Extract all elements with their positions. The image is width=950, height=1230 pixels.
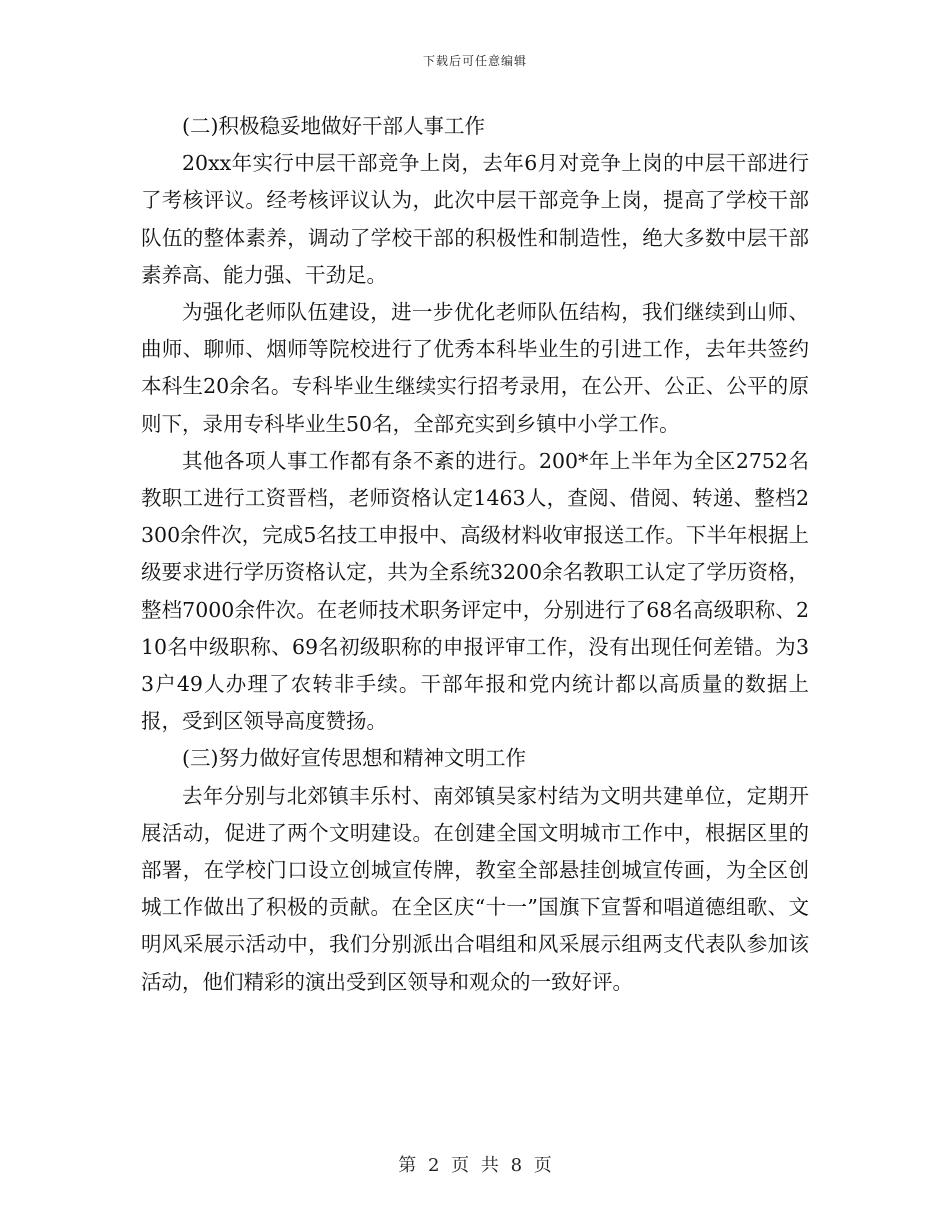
paragraph-personnel-work: 其他各项人事工作都有条不紊的进行。200*年上半年为全区2752名教职工进行工资晋档，老师资格认定1463人，查阅、借阅、转递、整档2300余件次，完成5名技工申报中、高级材料收审报送工作。下半年根据上级要求进行学历资格认定，共为全系统3200余名教职工认定了学历资格，整档7000余件次。在老师技术职务评定中，分别进行了68名高级职称、210名中级职称、69名初级职称的申报评审工作，没有出现任何差错。为33户49人办理了农转非手续。干部年报和党内统计都以高质量的数据上报，受到区领导高度赞扬。 — [141, 448, 809, 734]
section-heading-2: (二)积极稳妥地做好干部人事工作 — [182, 114, 485, 138]
document-body — [141, 108, 809, 1001]
page-number: 第 2 页 共 8 页 — [398, 1155, 552, 1176]
paragraph-cadre-competition: 20xx年实行中层干部竞争上岗，去年6月对竞争上岗的中层干部进行了考核评议。经考核评议认为，此次中层干部竞争上岗，提高了学校干部队伍的整体素养，调动了学校干部的积极性和制造性，绝大多数中层干部素养高、能力强、干劲足。 — [141, 151, 809, 287]
page-header: 下载后可任意编辑 — [422, 54, 527, 68]
paragraph-civilization-work: 去年分别与北郊镇丰乐村、南郊镇吴家村结为文明共建单位，定期开展活动，促进了两个文明建设。在创建全国文明城市工作中，根据区里的部署，在学校门口设立创城宣传牌，教室全部悬挂创城宣传画，为全区创城工作做出了积极的贡献。在全区庆“十一”国旗下宣誓和唱道德组歌、文明风采展示活动中，我们分别派出合唱组和风采展示组两支代表队参加该活动，他们精彩的演出受到区领导和观众的一致好评。 — [141, 783, 809, 994]
section-heading-3: (三)努力做好宣传思想和精神文明工作 — [182, 746, 526, 771]
paragraph-teacher-recruitment: 为强化老师队伍建设，进一步优化老师队伍结构，我们继续到山师、曲师、聊师、烟师等院校进行了优秀本科毕业生的引进工作，去年共签约本科生20余名。专科毕业生继续实行招考录用，在公开、公正、公平的原则下，录用专科毕业生50名，全部充实到乡镇中小学工作。 — [141, 300, 809, 436]
